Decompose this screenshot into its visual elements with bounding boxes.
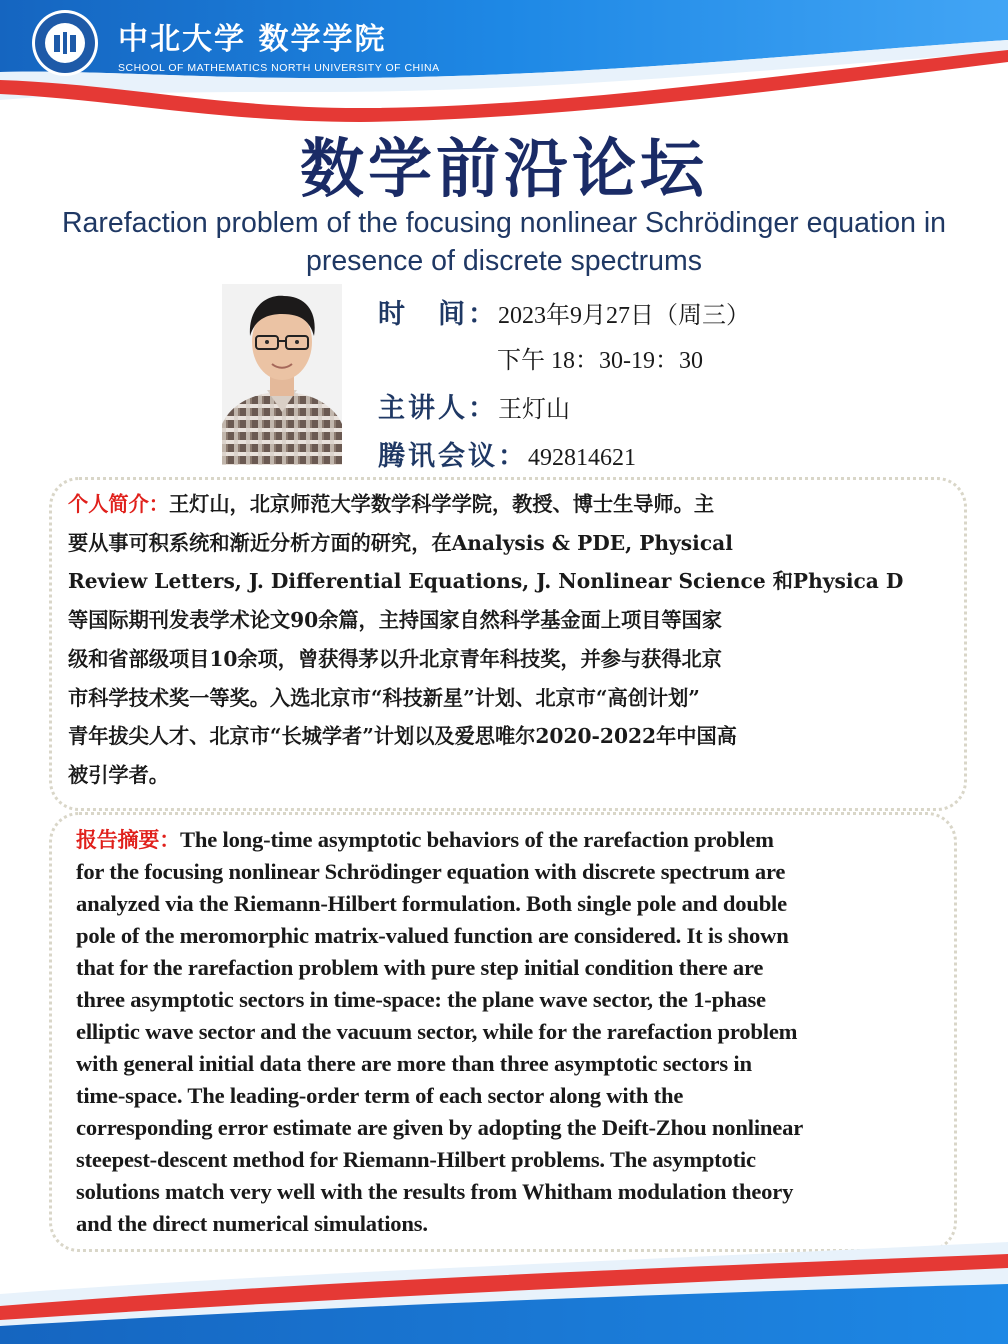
bio-line: 要从事可积系统和渐近分析方面的研究，在Analysis & PDE, Physical [68, 530, 733, 555]
speaker-name: 王灯山 [498, 395, 570, 423]
abstract-line: with general initial data there are more than three asymptotic sectors in [76, 1051, 752, 1076]
time-label: 时 间： [378, 299, 498, 330]
university-logo [30, 8, 100, 78]
page-title: 数学前沿论坛 [300, 133, 708, 207]
abstract-line: that for the rarefaction problem with pure step initial condition there are [76, 955, 764, 980]
talk-meeting [378, 434, 636, 473]
talk-time-range [497, 340, 703, 375]
bio-line: Review Letters, J. Differential Equations, J. Nonlinear Science 和Physica D [68, 569, 904, 594]
talk-title: Rarefaction problem of the focusing nonlinear Schrödinger equation in presence of discrete spectrums [61, 207, 947, 277]
abstract-line: solutions match very well with the results from Whitham modulation theory [76, 1179, 794, 1204]
talk-speaker [378, 386, 570, 425]
abstract-label: 报告摘要： [76, 827, 180, 852]
abstract-line: The long-time asymptotic behaviors of the rarefaction problem [180, 827, 774, 852]
meeting-id: 492814621 [528, 445, 636, 471]
bio-line: 市科学技术奖一等奖。入选北京市“科技新星”计划、北京市“高创计划” [68, 685, 700, 710]
bio-line: 青年拔尖人才、北京市“长城学者”计划以及爱思唯尔2020-2022年中国高 [68, 724, 737, 749]
abstract-line: and the direct numerical simulations. [76, 1211, 428, 1236]
school-name-cn: 中北大学 数学学院 [118, 22, 387, 57]
abstract-line: corresponding error estimate are given by adopting the Deift-Zhou nonlinear [76, 1115, 804, 1140]
abstract-section [76, 824, 944, 1240]
bio-section [68, 485, 948, 795]
abstract-line: steepest-descent method for Riemann-Hilbert problems. The asymptotic [76, 1147, 756, 1172]
bio-label: 个人简介： [68, 492, 169, 516]
bio-line: 等国际期刊发表学术论文90余篇，主持国家自然科学基金面上项目等国家 [68, 608, 722, 633]
time-range: 下午 18：30-19：30 [497, 348, 703, 374]
meeting-label: 腾讯会议： [378, 441, 528, 472]
abstract-line: elliptic wave sector and the vacuum sector, while for the rarefaction problem [76, 1019, 798, 1044]
speaker-label: 主讲人： [378, 393, 498, 424]
speaker-photo [222, 284, 342, 465]
abstract-line: pole of the meromorphic matrix-valued function are considered. It is shown [76, 923, 789, 948]
bio-line: 被引学者。 [68, 762, 169, 787]
bio-line: 王灯山，北京师范大学数学科学学院，教授、博士生导师。主 [168, 492, 715, 516]
abstract-line: time-space. The leading-order term of each sector along with the [76, 1083, 684, 1108]
bio-line: 级和省部级项目10余项，曾获得茅以升北京青年科技奖，并参与获得北京 [68, 646, 722, 671]
abstract-line: analyzed via the Riemann-Hilbert formulation. Both single pole and double [76, 891, 787, 916]
abstract-line: three asymptotic sectors in time-space: the plane wave sector, the 1-phase [76, 987, 766, 1012]
footer-banner [0, 1234, 1008, 1344]
school-name-en: SCHOOL OF MATHEMATICS NORTH UNIVERSITY OF CHINA [118, 62, 440, 74]
abstract-line: for the focusing nonlinear Schrödinger equation with discrete spectrum are [76, 859, 786, 884]
time-date: 2023年9月27日（周三） [498, 303, 750, 329]
talk-time [378, 292, 750, 331]
